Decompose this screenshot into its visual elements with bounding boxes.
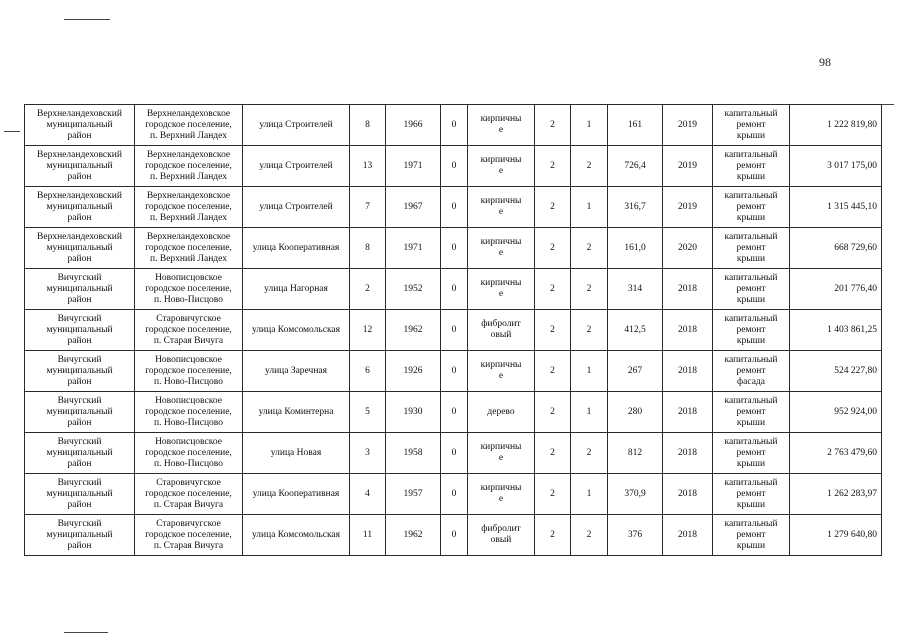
street-cell: улица Строителей [243,105,350,146]
settlement-cell: Верхнеландеховское городское поселение, п. Верхний Ландех [135,105,243,146]
work-type-cell: капитальный ремонт крыши [713,105,790,146]
floors-cell: 2 [535,474,571,515]
floors-cell: 2 [535,351,571,392]
entrances-cell: 1 [571,351,608,392]
floors-cell: 2 [535,392,571,433]
floors-cell: 2 [535,433,571,474]
scan-mark-bottom [64,632,108,633]
street-cell: улица Нагорная [243,269,350,310]
wear-cell: 0 [441,146,468,187]
floors-cell: 2 [535,310,571,351]
area-cell: 726,4 [608,146,663,187]
table-row [25,187,882,228]
cost-cell: 2 763 479,60 [790,433,882,474]
entrances-cell: 1 [571,474,608,515]
repair-year-cell: 2019 [663,146,713,187]
area-cell: 280 [608,392,663,433]
build-year-cell: 1962 [386,310,441,351]
cost-cell: 1 222 819,80 [790,105,882,146]
wear-cell: 0 [441,228,468,269]
settlement-cell: Новописцовское городское поселение, п. Ново-Писцово [135,351,243,392]
street-cell: улица Коминтерна [243,392,350,433]
district-cell: Верхнеландеховский муниципальный район [25,187,135,228]
district-cell: Вичугский муниципальный район [25,433,135,474]
street-cell: улица Кооперативная [243,474,350,515]
work-type-cell: капитальный ремонт крыши [713,433,790,474]
floors-cell: 2 [535,269,571,310]
wall-material-cell: кирпичны е [468,351,535,392]
district-cell: Вичугский муниципальный район [25,269,135,310]
house-number-cell: 4 [350,474,386,515]
district-cell: Верхнеландеховский муниципальный район [25,105,135,146]
settlement-cell: Новописцовское городское поселение, п. Ново-Писцово [135,269,243,310]
settlement-cell: Верхнеландеховское городское поселение, п. Верхний Ландех [135,228,243,269]
table-row [25,433,882,474]
settlement-cell: Верхнеландеховское городское поселение, п. Верхний Ландех [135,187,243,228]
table-row [25,351,882,392]
area-cell: 314 [608,269,663,310]
floors-cell: 2 [535,515,571,556]
build-year-cell: 1930 [386,392,441,433]
wear-cell: 0 [441,269,468,310]
cost-cell: 1 279 640,80 [790,515,882,556]
work-type-cell: капитальный ремонт крыши [713,310,790,351]
house-number-cell: 3 [350,433,386,474]
wear-cell: 0 [441,433,468,474]
house-number-cell: 8 [350,228,386,269]
repair-year-cell: 2020 [663,228,713,269]
district-cell: Верхнеландеховский муниципальный район [25,228,135,269]
street-cell: улица Заречная [243,351,350,392]
build-year-cell: 1967 [386,187,441,228]
table-row [25,228,882,269]
street-cell: улица Новая [243,433,350,474]
cost-cell: 3 017 175,00 [790,146,882,187]
area-cell: 412,5 [608,310,663,351]
wear-cell: 0 [441,351,468,392]
build-year-cell: 1971 [386,228,441,269]
build-year-cell: 1966 [386,105,441,146]
entrances-cell: 2 [571,310,608,351]
repair-year-cell: 2018 [663,310,713,351]
district-cell: Вичугский муниципальный район [25,310,135,351]
settlement-cell: Верхнеландеховское городское поселение, п. Верхний Ландех [135,146,243,187]
table-row [25,105,882,146]
area-cell: 161,0 [608,228,663,269]
repair-year-cell: 2018 [663,351,713,392]
entrances-cell: 1 [571,105,608,146]
house-number-cell: 5 [350,392,386,433]
table-row [25,515,882,556]
repair-year-cell: 2018 [663,269,713,310]
wall-material-cell: кирпичны е [468,433,535,474]
street-cell: улица Комсомольская [243,310,350,351]
wall-material-cell: кирпичны е [468,105,535,146]
table-body [25,105,882,556]
cost-cell: 524 227,80 [790,351,882,392]
area-cell: 376 [608,515,663,556]
repair-year-cell: 2019 [663,105,713,146]
area-cell: 316,7 [608,187,663,228]
work-type-cell: капитальный ремонт крыши [713,146,790,187]
house-number-cell: 12 [350,310,386,351]
work-type-cell: капитальный ремонт крыши [713,474,790,515]
settlement-cell: Старовичугское городское поселение, п. Старая Вичуга [135,474,243,515]
house-number-cell: 6 [350,351,386,392]
wall-material-cell: кирпичны е [468,474,535,515]
entrances-cell: 1 [571,392,608,433]
wear-cell: 0 [441,187,468,228]
scan-mark-left [4,131,20,132]
build-year-cell: 1957 [386,474,441,515]
wear-cell: 0 [441,392,468,433]
settlement-cell: Старовичугское городское поселение, п. Старая Вичуга [135,310,243,351]
district-cell: Вичугский муниципальный район [25,515,135,556]
district-cell: Вичугский муниципальный район [25,392,135,433]
cost-cell: 1 315 445,10 [790,187,882,228]
work-type-cell: капитальный ремонт крыши [713,228,790,269]
build-year-cell: 1926 [386,351,441,392]
wall-material-cell: фибролит овый [468,515,535,556]
build-year-cell: 1958 [386,433,441,474]
district-cell: Вичугский муниципальный район [25,351,135,392]
table-row [25,146,882,187]
wall-material-cell: кирпичны е [468,187,535,228]
build-year-cell: 1962 [386,515,441,556]
floors-cell: 2 [535,146,571,187]
table-row [25,474,882,515]
street-cell: улица Комсомольская [243,515,350,556]
scan-mark-top [64,19,110,20]
entrances-cell: 2 [571,433,608,474]
repair-year-cell: 2018 [663,392,713,433]
district-cell: Вичугский муниципальный район [25,474,135,515]
entrances-cell: 2 [571,146,608,187]
floors-cell: 2 [535,105,571,146]
wall-material-cell: дерево [468,392,535,433]
entrances-cell: 2 [571,515,608,556]
page-number: 98 [819,55,831,69]
work-type-cell: капитальный ремонт крыши [713,187,790,228]
work-type-cell: капитальный ремонт крыши [713,392,790,433]
table-row [25,269,882,310]
repair-year-cell: 2019 [663,187,713,228]
work-type-cell: капитальный ремонт крыши [713,515,790,556]
settlement-cell: Старовичугское городское поселение, п. Старая Вичуга [135,515,243,556]
area-cell: 812 [608,433,663,474]
cost-cell: 201 776,40 [790,269,882,310]
work-type-cell: капитальный ремонт фасада [713,351,790,392]
wall-material-cell: фибролит овый [468,310,535,351]
table-row [25,310,882,351]
house-number-cell: 7 [350,187,386,228]
cost-cell: 1 262 283,97 [790,474,882,515]
wall-material-cell: кирпичны е [468,228,535,269]
cost-cell: 952 924,00 [790,392,882,433]
area-cell: 161 [608,105,663,146]
district-cell: Верхнеландеховский муниципальный район [25,146,135,187]
area-cell: 370,9 [608,474,663,515]
wear-cell: 0 [441,474,468,515]
floors-cell: 2 [535,228,571,269]
repair-year-cell: 2018 [663,515,713,556]
work-type-cell: капитальный ремонт крыши [713,269,790,310]
street-cell: улица Строителей [243,187,350,228]
housing-repair-table [24,104,882,556]
wear-cell: 0 [441,105,468,146]
street-cell: улица Строителей [243,146,350,187]
wear-cell: 0 [441,515,468,556]
settlement-cell: Новописцовское городское поселение, п. Ново-Писцово [135,392,243,433]
entrances-cell: 1 [571,187,608,228]
house-number-cell: 8 [350,105,386,146]
entrances-cell: 2 [571,228,608,269]
house-number-cell: 11 [350,515,386,556]
house-number-cell: 13 [350,146,386,187]
area-cell: 267 [608,351,663,392]
table-row [25,392,882,433]
settlement-cell: Новописцовское городское поселение, п. Ново-Писцово [135,433,243,474]
entrances-cell: 2 [571,269,608,310]
floors-cell: 2 [535,187,571,228]
cost-cell: 668 729,60 [790,228,882,269]
build-year-cell: 1952 [386,269,441,310]
repair-year-cell: 2018 [663,474,713,515]
house-number-cell: 2 [350,269,386,310]
wall-material-cell: кирпичны е [468,146,535,187]
build-year-cell: 1971 [386,146,441,187]
repair-year-cell: 2018 [663,433,713,474]
cost-cell: 1 403 861,25 [790,310,882,351]
wear-cell: 0 [441,310,468,351]
street-cell: улица Кооперативная [243,228,350,269]
wall-material-cell: кирпичны е [468,269,535,310]
